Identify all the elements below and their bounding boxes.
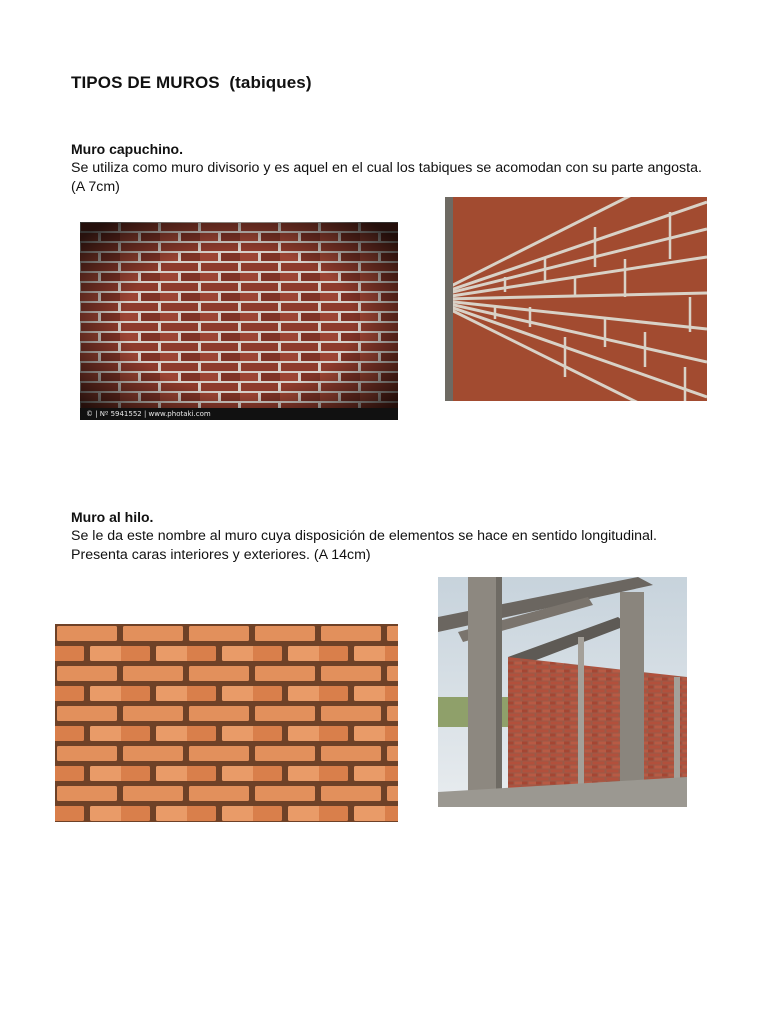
- brick-wall-perspective-photo: [445, 197, 707, 401]
- red-brick-wall-image: [80, 222, 398, 420]
- text-line: Se utiliza como muro divisorio y es aquel en el cual los tabiques se acomodan con su parte angosta.: [71, 160, 702, 176]
- section-text-muro-al-hilo: [71, 527, 731, 565]
- page-title: TIPOS DE MUROS (tabiques): [71, 73, 312, 92]
- red-brick-wall-photo: [80, 222, 398, 420]
- orange-brick-wall-image: [55, 624, 398, 822]
- section-text-muro-capuchino: [71, 159, 731, 197]
- section-heading-muro-al-hilo: Muro al hilo.: [71, 509, 154, 525]
- orange-brick-wall-photo: [55, 624, 398, 822]
- wall-under-construction-photo: [438, 577, 687, 807]
- text-line: (A 7cm): [71, 179, 120, 195]
- wall-under-construction-image: [438, 577, 687, 807]
- section-heading-muro-capuchino: Muro capuchino.: [71, 141, 183, 157]
- text-line: Presenta caras interiores y exteriores. (A 14cm): [71, 547, 371, 563]
- image-watermark: © | Nº 5941552 | www.photaki.com: [86, 410, 211, 418]
- brick-wall-perspective-image: [445, 197, 707, 401]
- text-line: Se le da este nombre al muro cuya disposición de elementos se hace en sentido longitudinal.: [71, 528, 657, 544]
